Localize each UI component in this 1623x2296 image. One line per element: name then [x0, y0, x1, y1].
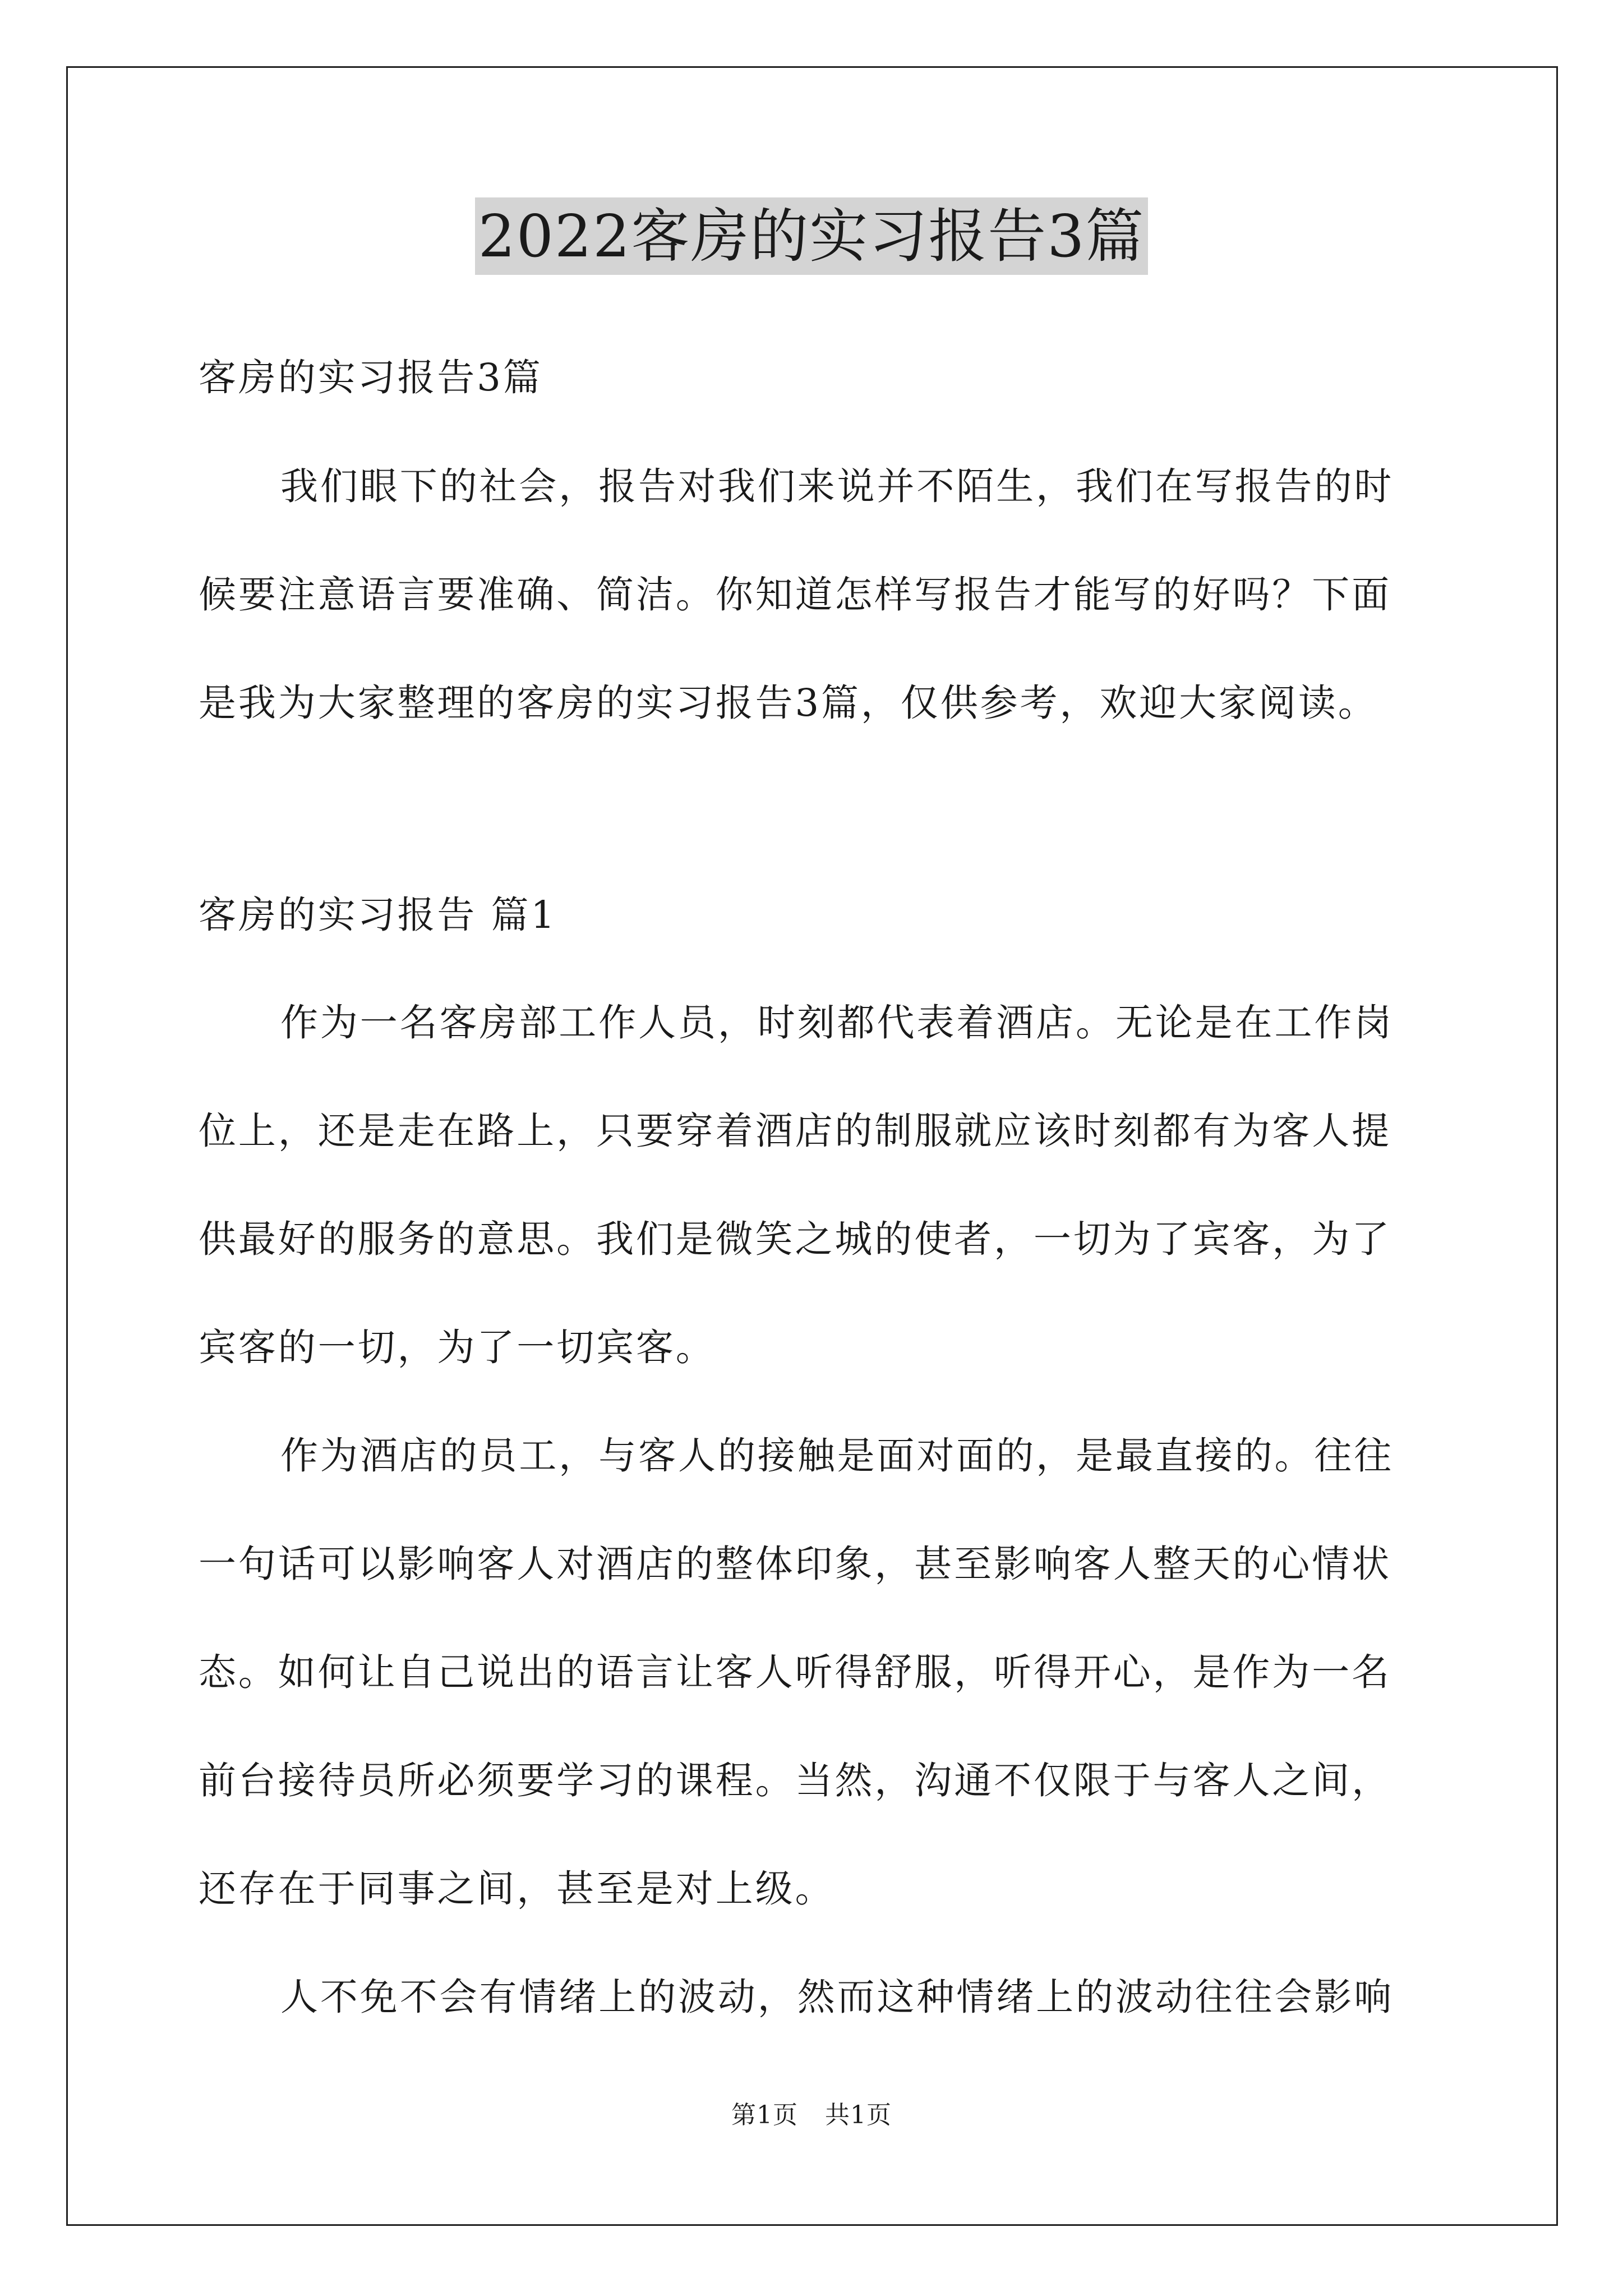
paragraph2-line-4: 前台接待员所必须要学习的课程。当然，沟通不仅限于与客人之间，	[199, 1759, 1391, 1802]
intro-line-2: 候要注意语言要准确、简洁。你知道怎样写报告才能写的好吗？下面	[199, 573, 1391, 616]
intro-line-3: 是我为大家整理的客房的实习报告3篇，仅供参考，欢迎大家阅读。	[199, 681, 1378, 725]
paragraph1-line-2: 位上，还是走在路上，只要穿着酒店的制服就应该时刻都有为客人提	[199, 1109, 1391, 1153]
paragraph2-line-3: 态。如何让自己说出的语言让客人听得舒服，听得开心，是作为一名	[199, 1650, 1391, 1694]
title-container	[0, 197, 1623, 275]
paragraph1-line-1: 作为一名客房部工作人员，时刻都代表着酒店。无论是在工作岗	[280, 1001, 1394, 1045]
document-title: 2022客房的实习报告3篇	[475, 197, 1149, 275]
document-subtitle: 客房的实习报告3篇	[199, 356, 543, 399]
page-number: 第1页	[731, 2101, 798, 2129]
intro-line-1: 我们眼下的社会，报告对我们来说并不陌生，我们在写报告的时	[280, 464, 1394, 508]
paragraph1-line-3: 供最好的服务的意思。我们是微笑之城的使者，一切为了宾客，为了	[199, 1217, 1391, 1261]
section-heading: 客房的实习报告 篇1	[199, 893, 557, 937]
paragraph2-line-5: 还存在于同事之间，甚至是对上级。	[199, 1867, 835, 1911]
paragraph2-line-2: 一句话可以影响客人对酒店的整体印象，甚至影响客人整天的心情状	[199, 1542, 1391, 1586]
page-footer	[0, 2095, 1623, 2131]
paragraph1-line-4: 宾客的一切，为了一切宾客。	[199, 1326, 716, 1369]
paragraph3-line-1: 人不免不会有情绪上的波动，然而这种情绪上的波动往往会影响	[280, 1975, 1394, 2019]
paragraph2-line-1: 作为酒店的员工，与客人的接触是面对面的，是最直接的。往往	[280, 1434, 1394, 1478]
page-total: 共1页	[825, 2101, 892, 2129]
